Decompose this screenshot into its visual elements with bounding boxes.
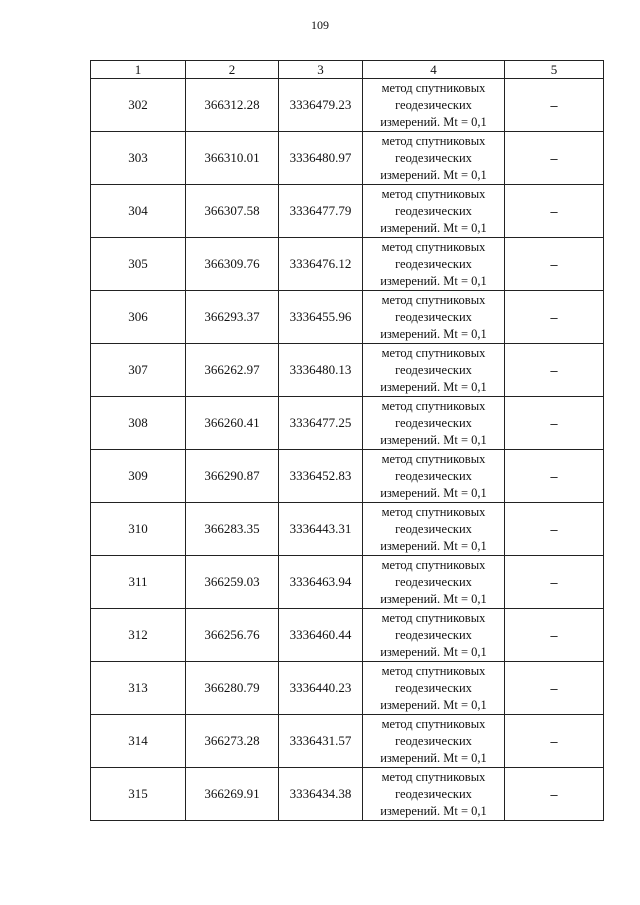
method-line: метод спутниковых (381, 133, 486, 148)
method-line: метод спутниковых (381, 610, 486, 625)
method-line: метод спутниковых (381, 663, 486, 678)
method-line: измерений. Mt = 0,1 (380, 432, 487, 447)
y-coordinate-cell: 3336480.13 (279, 344, 363, 397)
note-cell: – (505, 238, 604, 291)
method-line: измерений. Mt = 0,1 (380, 273, 487, 288)
column-header-1: 1 (91, 61, 186, 79)
x-coordinate-cell: 366309.76 (186, 238, 279, 291)
x-coordinate-cell: 366290.87 (186, 450, 279, 503)
note-cell: – (505, 503, 604, 556)
method-line: измерений. Mt = 0,1 (380, 803, 487, 818)
method-line: измерений. Mt = 0,1 (380, 591, 487, 606)
y-coordinate-cell: 3336479.23 (279, 79, 363, 132)
method-line: геодезических (395, 97, 472, 112)
note-cell: – (505, 450, 604, 503)
table-row (91, 556, 604, 609)
point-number-cell: 305 (91, 238, 186, 291)
method-cell (363, 397, 505, 450)
point-number-cell: 308 (91, 397, 186, 450)
method-line: метод спутниковых (381, 345, 486, 360)
table-row (91, 238, 604, 291)
point-number-cell: 315 (91, 768, 186, 821)
x-coordinate-cell: 366259.03 (186, 556, 279, 609)
method-line: метод спутниковых (381, 769, 486, 784)
y-coordinate-cell: 3336434.38 (279, 768, 363, 821)
column-header-2: 2 (186, 61, 279, 79)
method-line: измерений. Mt = 0,1 (380, 697, 487, 712)
method-line: измерений. Mt = 0,1 (380, 167, 487, 182)
y-coordinate-cell: 3336455.96 (279, 291, 363, 344)
method-cell (363, 609, 505, 662)
note-cell: – (505, 768, 604, 821)
x-coordinate-cell: 366310.01 (186, 132, 279, 185)
method-line: геодезических (395, 680, 472, 695)
note-cell: – (505, 79, 604, 132)
coordinates-table (90, 60, 604, 821)
y-coordinate-cell: 3336452.83 (279, 450, 363, 503)
table-row (91, 185, 604, 238)
point-number-cell: 304 (91, 185, 186, 238)
page-number: 109 (311, 18, 329, 32)
method-line: метод спутниковых (381, 557, 486, 572)
note-cell: – (505, 556, 604, 609)
x-coordinate-cell: 366260.41 (186, 397, 279, 450)
y-coordinate-cell: 3336440.23 (279, 662, 363, 715)
method-line: измерений. Mt = 0,1 (380, 114, 487, 129)
method-line: измерений. Mt = 0,1 (380, 538, 487, 553)
method-cell (363, 503, 505, 556)
method-line: измерений. Mt = 0,1 (380, 644, 487, 659)
point-number-cell: 302 (91, 79, 186, 132)
y-coordinate-cell: 3336463.94 (279, 556, 363, 609)
method-cell (363, 238, 505, 291)
x-coordinate-cell: 366283.35 (186, 503, 279, 556)
note-cell: – (505, 132, 604, 185)
point-number-cell: 303 (91, 132, 186, 185)
table-row (91, 768, 604, 821)
point-number-cell: 309 (91, 450, 186, 503)
table-header-row (91, 61, 604, 79)
method-line: геодезических (395, 786, 472, 801)
method-line: геодезических (395, 521, 472, 536)
method-cell (363, 79, 505, 132)
method-line: метод спутниковых (381, 186, 486, 201)
method-line: геодезических (395, 362, 472, 377)
method-line: геодезических (395, 574, 472, 589)
table-row (91, 291, 604, 344)
method-cell (363, 715, 505, 768)
table-row (91, 450, 604, 503)
method-line: метод спутниковых (381, 716, 486, 731)
method-line: измерений. Mt = 0,1 (380, 326, 487, 341)
method-cell (363, 450, 505, 503)
x-coordinate-cell: 366307.58 (186, 185, 279, 238)
x-coordinate-cell: 366269.91 (186, 768, 279, 821)
y-coordinate-cell: 3336431.57 (279, 715, 363, 768)
table-row (91, 397, 604, 450)
note-cell: – (505, 609, 604, 662)
method-cell (363, 662, 505, 715)
method-line: метод спутниковых (381, 504, 486, 519)
note-cell: – (505, 291, 604, 344)
note-cell: – (505, 344, 604, 397)
point-number-cell: 307 (91, 344, 186, 397)
method-line: геодезических (395, 627, 472, 642)
method-cell (363, 132, 505, 185)
column-header-5: 5 (505, 61, 604, 79)
x-coordinate-cell: 366312.28 (186, 79, 279, 132)
y-coordinate-cell: 3336480.97 (279, 132, 363, 185)
note-cell: – (505, 185, 604, 238)
method-line: геодезических (395, 415, 472, 430)
method-line: геодезических (395, 256, 472, 271)
method-line: геодезических (395, 309, 472, 324)
method-line: метод спутниковых (381, 451, 486, 466)
table-row (91, 132, 604, 185)
method-cell (363, 556, 505, 609)
table-row (91, 344, 604, 397)
note-cell: – (505, 662, 604, 715)
point-number-cell: 310 (91, 503, 186, 556)
method-cell (363, 185, 505, 238)
y-coordinate-cell: 3336443.31 (279, 503, 363, 556)
method-line: измерений. Mt = 0,1 (380, 379, 487, 394)
column-header-3: 3 (279, 61, 363, 79)
y-coordinate-cell: 3336477.25 (279, 397, 363, 450)
method-cell (363, 768, 505, 821)
note-cell: – (505, 715, 604, 768)
y-coordinate-cell: 3336476.12 (279, 238, 363, 291)
method-line: метод спутниковых (381, 292, 486, 307)
table-row (91, 715, 604, 768)
x-coordinate-cell: 366262.97 (186, 344, 279, 397)
table-row (91, 79, 604, 132)
method-line: измерений. Mt = 0,1 (380, 750, 487, 765)
table-row (91, 503, 604, 556)
point-number-cell: 306 (91, 291, 186, 344)
point-number-cell: 313 (91, 662, 186, 715)
method-line: метод спутниковых (381, 398, 486, 413)
table-row (91, 662, 604, 715)
x-coordinate-cell: 366293.37 (186, 291, 279, 344)
column-header-4: 4 (363, 61, 505, 79)
table-row (91, 609, 604, 662)
method-line: геодезических (395, 203, 472, 218)
method-line: измерений. Mt = 0,1 (380, 485, 487, 500)
point-number-cell: 312 (91, 609, 186, 662)
point-number-cell: 311 (91, 556, 186, 609)
x-coordinate-cell: 366273.28 (186, 715, 279, 768)
method-line: геодезических (395, 468, 472, 483)
method-cell (363, 344, 505, 397)
x-coordinate-cell: 366280.79 (186, 662, 279, 715)
method-line: метод спутниковых (381, 239, 486, 254)
method-line: измерений. Mt = 0,1 (380, 220, 487, 235)
y-coordinate-cell: 3336477.79 (279, 185, 363, 238)
method-line: геодезических (395, 150, 472, 165)
method-line: геодезических (395, 733, 472, 748)
point-number-cell: 314 (91, 715, 186, 768)
x-coordinate-cell: 366256.76 (186, 609, 279, 662)
note-cell: – (505, 397, 604, 450)
y-coordinate-cell: 3336460.44 (279, 609, 363, 662)
method-line: метод спутниковых (381, 80, 486, 95)
method-cell (363, 291, 505, 344)
